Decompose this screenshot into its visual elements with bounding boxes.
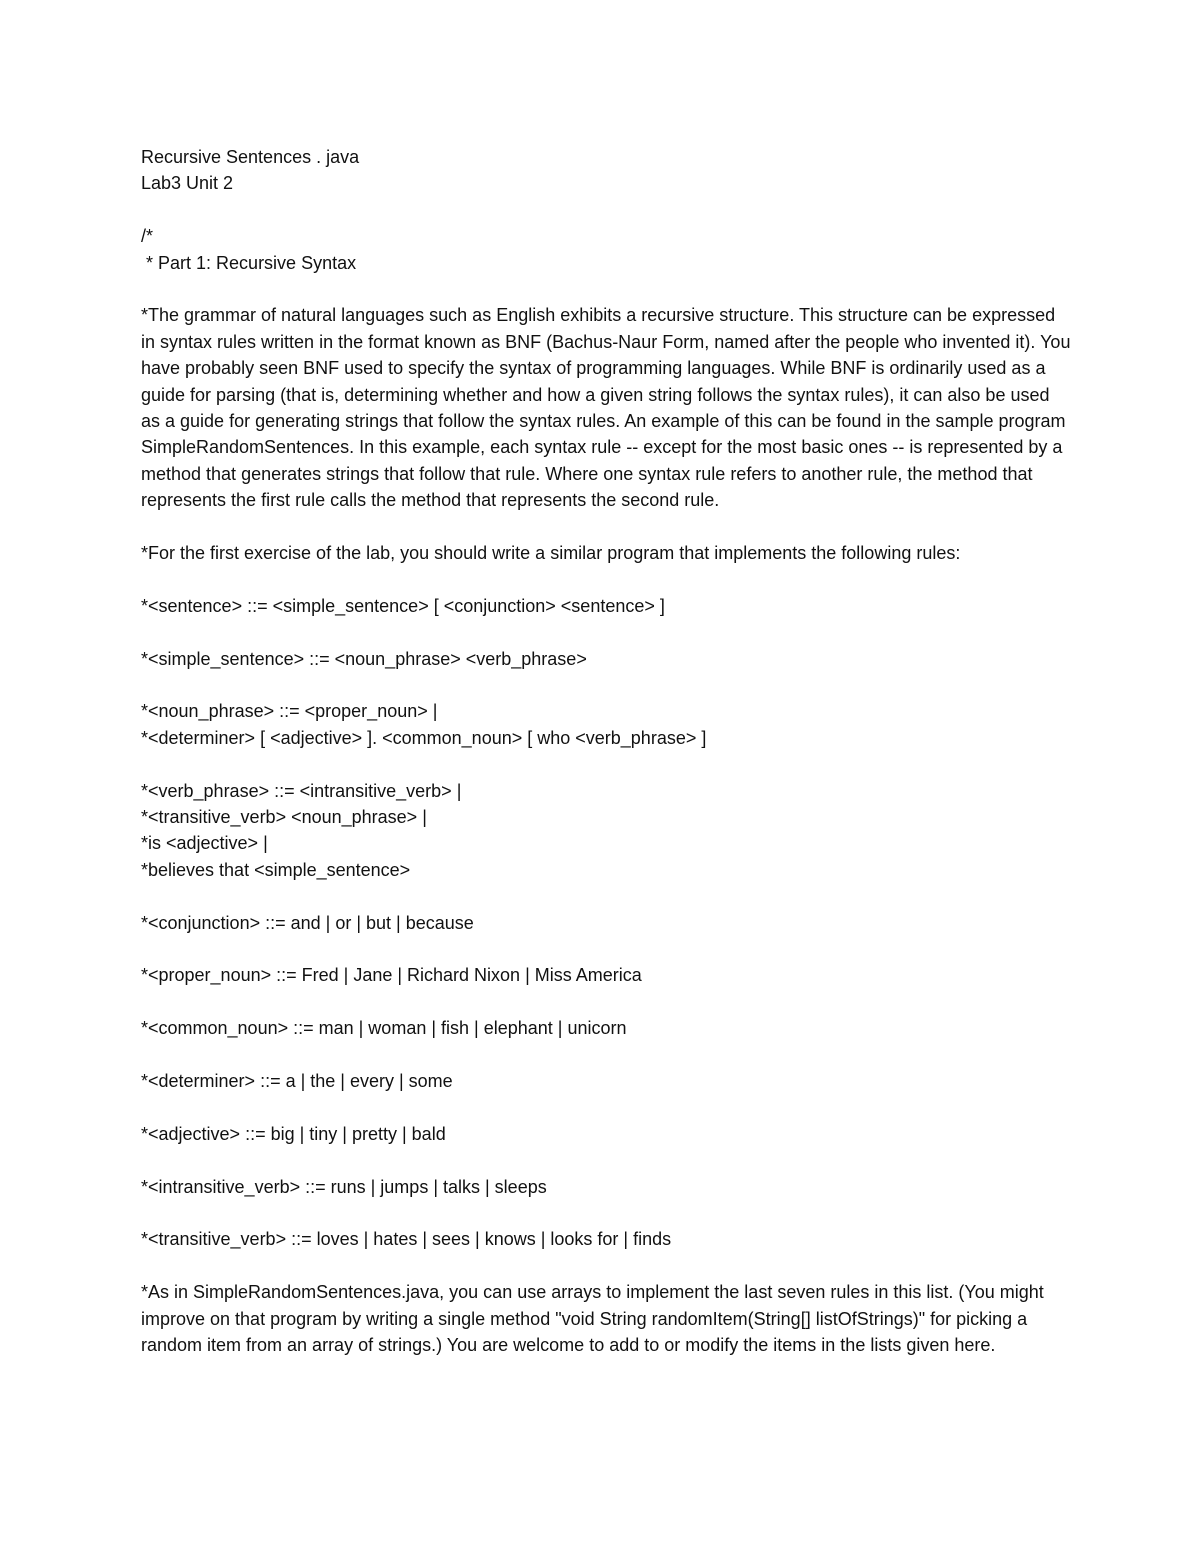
rule-simple-sentence: *<simple_sentence> ::= <noun_phrase> <verb_phrase> bbox=[141, 648, 587, 669]
intro-paragraph: *The grammar of natural languages such as English exhibits a recursive structure. This structure can be expressed in syntax rules written in the format known as BNF (Bachus-Naur Form, named after the people who invented it). You have probably seen BNF used to specify the syntax of programming languages. While BNF is ordinarily used as a guide for parsing (that is, determining whether and how a given string follows the syntax rules), it can also be used as a guide for generating strings that follow the syntax rules. An example of this can be found in the sample program SimpleRandomSentences. In this example, each syntax rule -- except for the most basic ones -- is represented by a method that generates strings that follow that rule. Where one syntax rule refers to another rule, the method that represents the first rule calls the method that represents the second rule. bbox=[141, 305, 1076, 511]
rule-transitive-verb: *<transitive_verb> ::= loves | hates | sees | knows | looks for | finds bbox=[141, 1229, 672, 1250]
comment-open: /* bbox=[141, 226, 154, 247]
spacer bbox=[141, 1094, 1071, 1120]
spacer bbox=[141, 619, 1071, 645]
rule-determiner: *<determiner> ::= a | the | every | some bbox=[141, 1071, 453, 1092]
rule-intransitive-verb: *<intransitive_verb> ::= runs | jumps | talks | sleeps bbox=[141, 1176, 547, 1197]
rule-verb-phrase-line: *<verb_phrase> ::= <intransitive_verb> | bbox=[141, 780, 462, 801]
rule-adjective: *<adjective> ::= big | tiny | pretty | bald bbox=[141, 1123, 446, 1144]
spacer bbox=[141, 751, 1071, 777]
spacer bbox=[141, 883, 1071, 909]
spacer bbox=[141, 1200, 1071, 1226]
spacer bbox=[141, 1147, 1071, 1173]
rule-noun-phrase-line: *<determiner> [ <adjective> ]. <common_noun> [ who <verb_phrase> ] bbox=[141, 727, 707, 748]
rule-proper-noun: *<proper_noun> ::= Fred | Jane | Richard Nixon | Miss America bbox=[141, 965, 642, 986]
spacer bbox=[141, 989, 1071, 1015]
document-subtitle: Lab3 Unit 2 bbox=[141, 173, 234, 194]
spacer bbox=[141, 514, 1071, 540]
spacer bbox=[141, 1253, 1071, 1279]
rule-conjunction: *<conjunction> ::= and | or | but | because bbox=[141, 912, 474, 933]
part-heading: * Part 1: Recursive Syntax bbox=[141, 252, 357, 273]
document-title: Recursive Sentences . java bbox=[141, 147, 360, 167]
rule-sentence: *<sentence> ::= <simple_sentence> [ <conjunction> <sentence> ] bbox=[141, 595, 665, 616]
spacer bbox=[141, 1042, 1071, 1068]
rule-noun-phrase-line: *<noun_phrase> ::= <proper_noun> | bbox=[141, 701, 438, 722]
rule-common-noun: *<common_noun> ::= man | woman | fish | elephant | unicorn bbox=[141, 1018, 627, 1039]
exercise-paragraph: *For the first exercise of the lab, you should write a similar program that implements the following rules: bbox=[141, 543, 961, 564]
spacer bbox=[141, 197, 1071, 223]
closing-paragraph: *As in SimpleRandomSentences.java, you can use arrays to implement the last seven rules in this list. (You might improve on that program by writing a single method "void String randomItem(String[] listOfStrings)" for picking a random item from an array of strings.) You are welcome to add to or modify the items in the lists given here. bbox=[141, 1282, 1049, 1356]
spacer bbox=[141, 276, 1071, 302]
rule-verb-phrase-line: *<transitive_verb> <noun_phrase> | bbox=[141, 807, 427, 828]
spacer bbox=[141, 672, 1071, 698]
rule-verb-phrase-line: *believes that <simple_sentence> bbox=[141, 859, 411, 880]
rule-verb-phrase-line: *is <adjective> | bbox=[141, 833, 268, 854]
spacer bbox=[141, 566, 1071, 592]
document-page bbox=[141, 144, 1076, 1358]
spacer bbox=[141, 936, 1071, 962]
